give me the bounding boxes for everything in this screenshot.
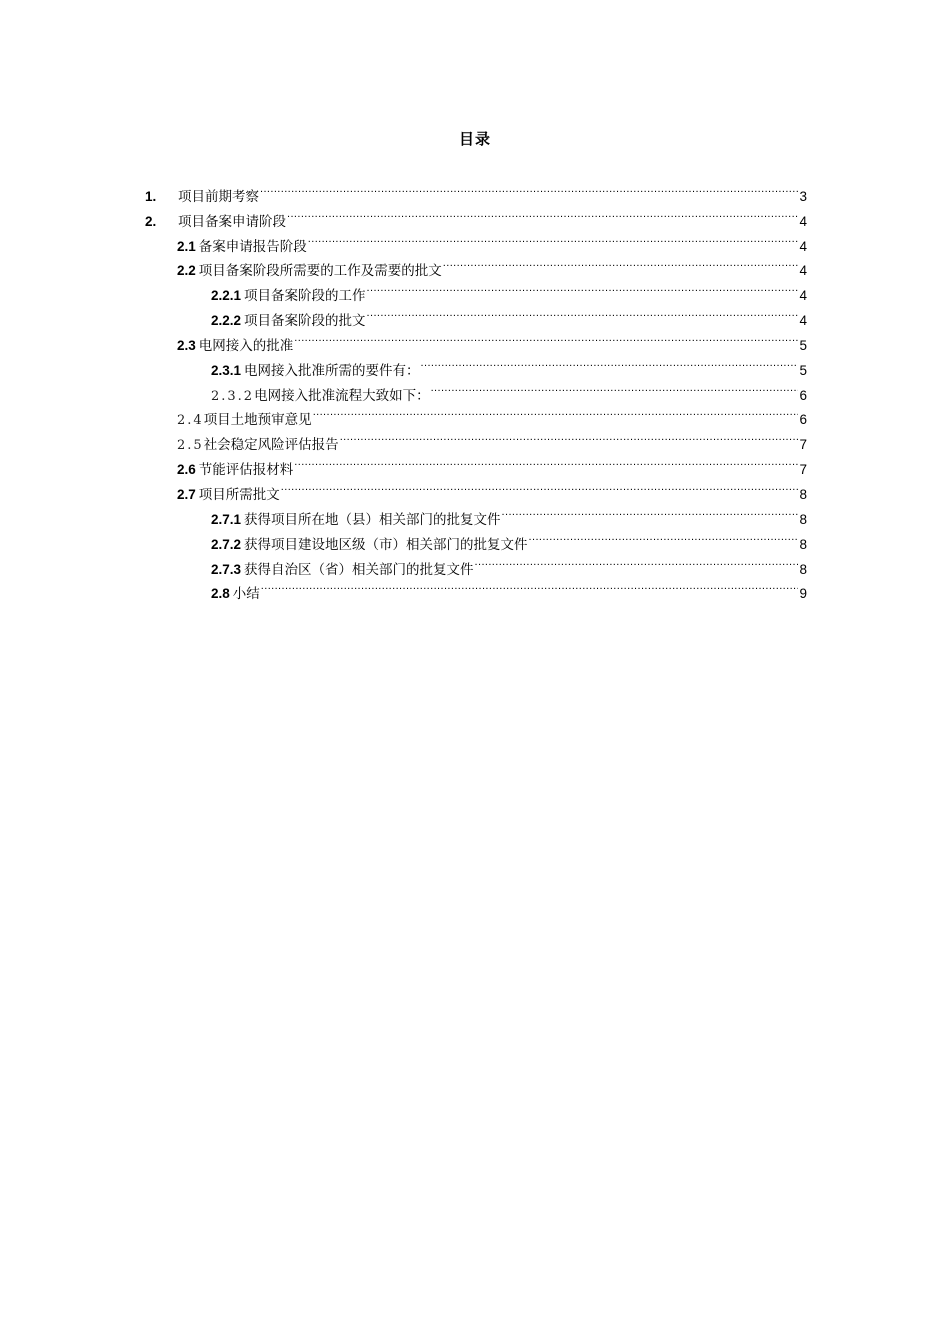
toc-entry-number: 2.8 xyxy=(211,586,230,602)
dot-leader xyxy=(431,375,798,400)
toc-entry-page: 9 xyxy=(799,586,807,602)
toc-entry-page: 6 xyxy=(799,412,807,428)
toc-entry-page: 4 xyxy=(799,288,807,304)
toc-list xyxy=(145,176,807,603)
toc-entry-number: 1. xyxy=(145,188,157,204)
toc-entry-label: 项目备案阶段的批文 xyxy=(244,313,366,330)
toc-entry-page: 8 xyxy=(799,561,807,577)
dot-leader xyxy=(287,201,798,226)
toc-entry-label: 备案申请报告阶段 xyxy=(198,238,307,255)
toc-entry-number: 2.7.1 xyxy=(211,511,242,527)
dot-leader xyxy=(502,499,798,524)
toc-entry-page: 4 xyxy=(799,263,807,279)
toc-entry-label: 项目备案阶段的工作 xyxy=(244,288,366,305)
toc-entry-number: 2.7.3 xyxy=(211,561,242,577)
dot-leader xyxy=(281,474,798,499)
toc-entry-label: 电网接入批准流程大致如下： xyxy=(254,387,430,404)
toc-entry-label: 获得自治区（省）相关部门的批复文件 xyxy=(244,561,474,578)
toc-entry-label: 项目所需批文 xyxy=(198,486,280,503)
dot-leader xyxy=(529,524,798,549)
toc-entry-number: 2.1 xyxy=(177,238,196,254)
toc-entry-page: 5 xyxy=(799,362,807,378)
toc-entry-number: 2.2.2 xyxy=(211,313,242,329)
dot-leader xyxy=(260,176,798,201)
toc-entry-number: 2.7.2 xyxy=(211,536,242,552)
toc-entry-label: 项目备案阶段所需要的工作及需要的批文 xyxy=(198,263,442,280)
toc-entry-number: 2.2 xyxy=(177,263,196,279)
toc-entry-number: 2.4 xyxy=(177,413,204,429)
toc-entry-page: 4 xyxy=(799,313,807,329)
toc-title: 目录 xyxy=(458,130,491,148)
toc-entry-label: 节能评估报材料 xyxy=(198,462,294,479)
toc-entry-page: 8 xyxy=(799,511,807,527)
toc-entry-number: 2.3.1 xyxy=(211,362,242,378)
toc-entry-label: 社会稳定风险评估报告 xyxy=(203,437,339,454)
toc-entry-page: 7 xyxy=(799,437,807,453)
toc-entry-label: 项目前期考察 xyxy=(178,188,259,205)
toc-entry-label: 项目备案申请阶段 xyxy=(178,213,286,230)
dot-leader xyxy=(313,400,798,425)
dot-leader xyxy=(367,275,798,300)
toc-entry-number: 2. xyxy=(145,213,157,229)
toc-entry-page: 8 xyxy=(799,536,807,552)
toc-entry-page: 8 xyxy=(799,486,807,502)
toc-entry-label: 小结 xyxy=(232,586,260,603)
toc-entry-number: 2.7 xyxy=(177,486,196,502)
toc-entry-number: 2.6 xyxy=(177,462,196,478)
toc-entry-page: 6 xyxy=(799,387,807,403)
toc-entry-page: 7 xyxy=(799,462,807,478)
toc-entry-label: 电网接入批准所需的要件有： xyxy=(244,362,420,379)
dot-leader xyxy=(421,350,798,375)
dot-leader xyxy=(308,226,798,251)
toc-entry-number: 2.3 xyxy=(177,337,196,353)
toc-entry[interactable] xyxy=(145,176,807,205)
toc-entry-label: 电网接入的批准 xyxy=(198,337,294,354)
dot-leader xyxy=(294,325,798,350)
dot-leader xyxy=(443,251,798,276)
toc-entry-label: 获得项目建设地区级（市）相关部门的批复文件 xyxy=(244,536,528,553)
toc-entry-label: 项目土地预审意见 xyxy=(203,412,312,429)
toc-entry-page: 4 xyxy=(799,213,807,229)
toc-entry-number: 2.2.1 xyxy=(211,288,242,304)
toc-entry-number: 2.3.2 xyxy=(211,388,255,404)
toc-entry-page: 4 xyxy=(799,238,807,254)
toc-entry-page: 3 xyxy=(799,188,807,204)
toc-entry-number: 2.5 xyxy=(177,438,204,454)
dot-leader xyxy=(475,549,798,574)
dot-leader xyxy=(367,300,798,325)
toc-entry-label: 获得项目所在地（县）相关部门的批复文件 xyxy=(244,511,501,528)
dot-leader xyxy=(261,574,798,599)
dot-leader xyxy=(294,449,798,474)
toc-entry-page: 5 xyxy=(799,337,807,353)
dot-leader xyxy=(340,424,798,449)
